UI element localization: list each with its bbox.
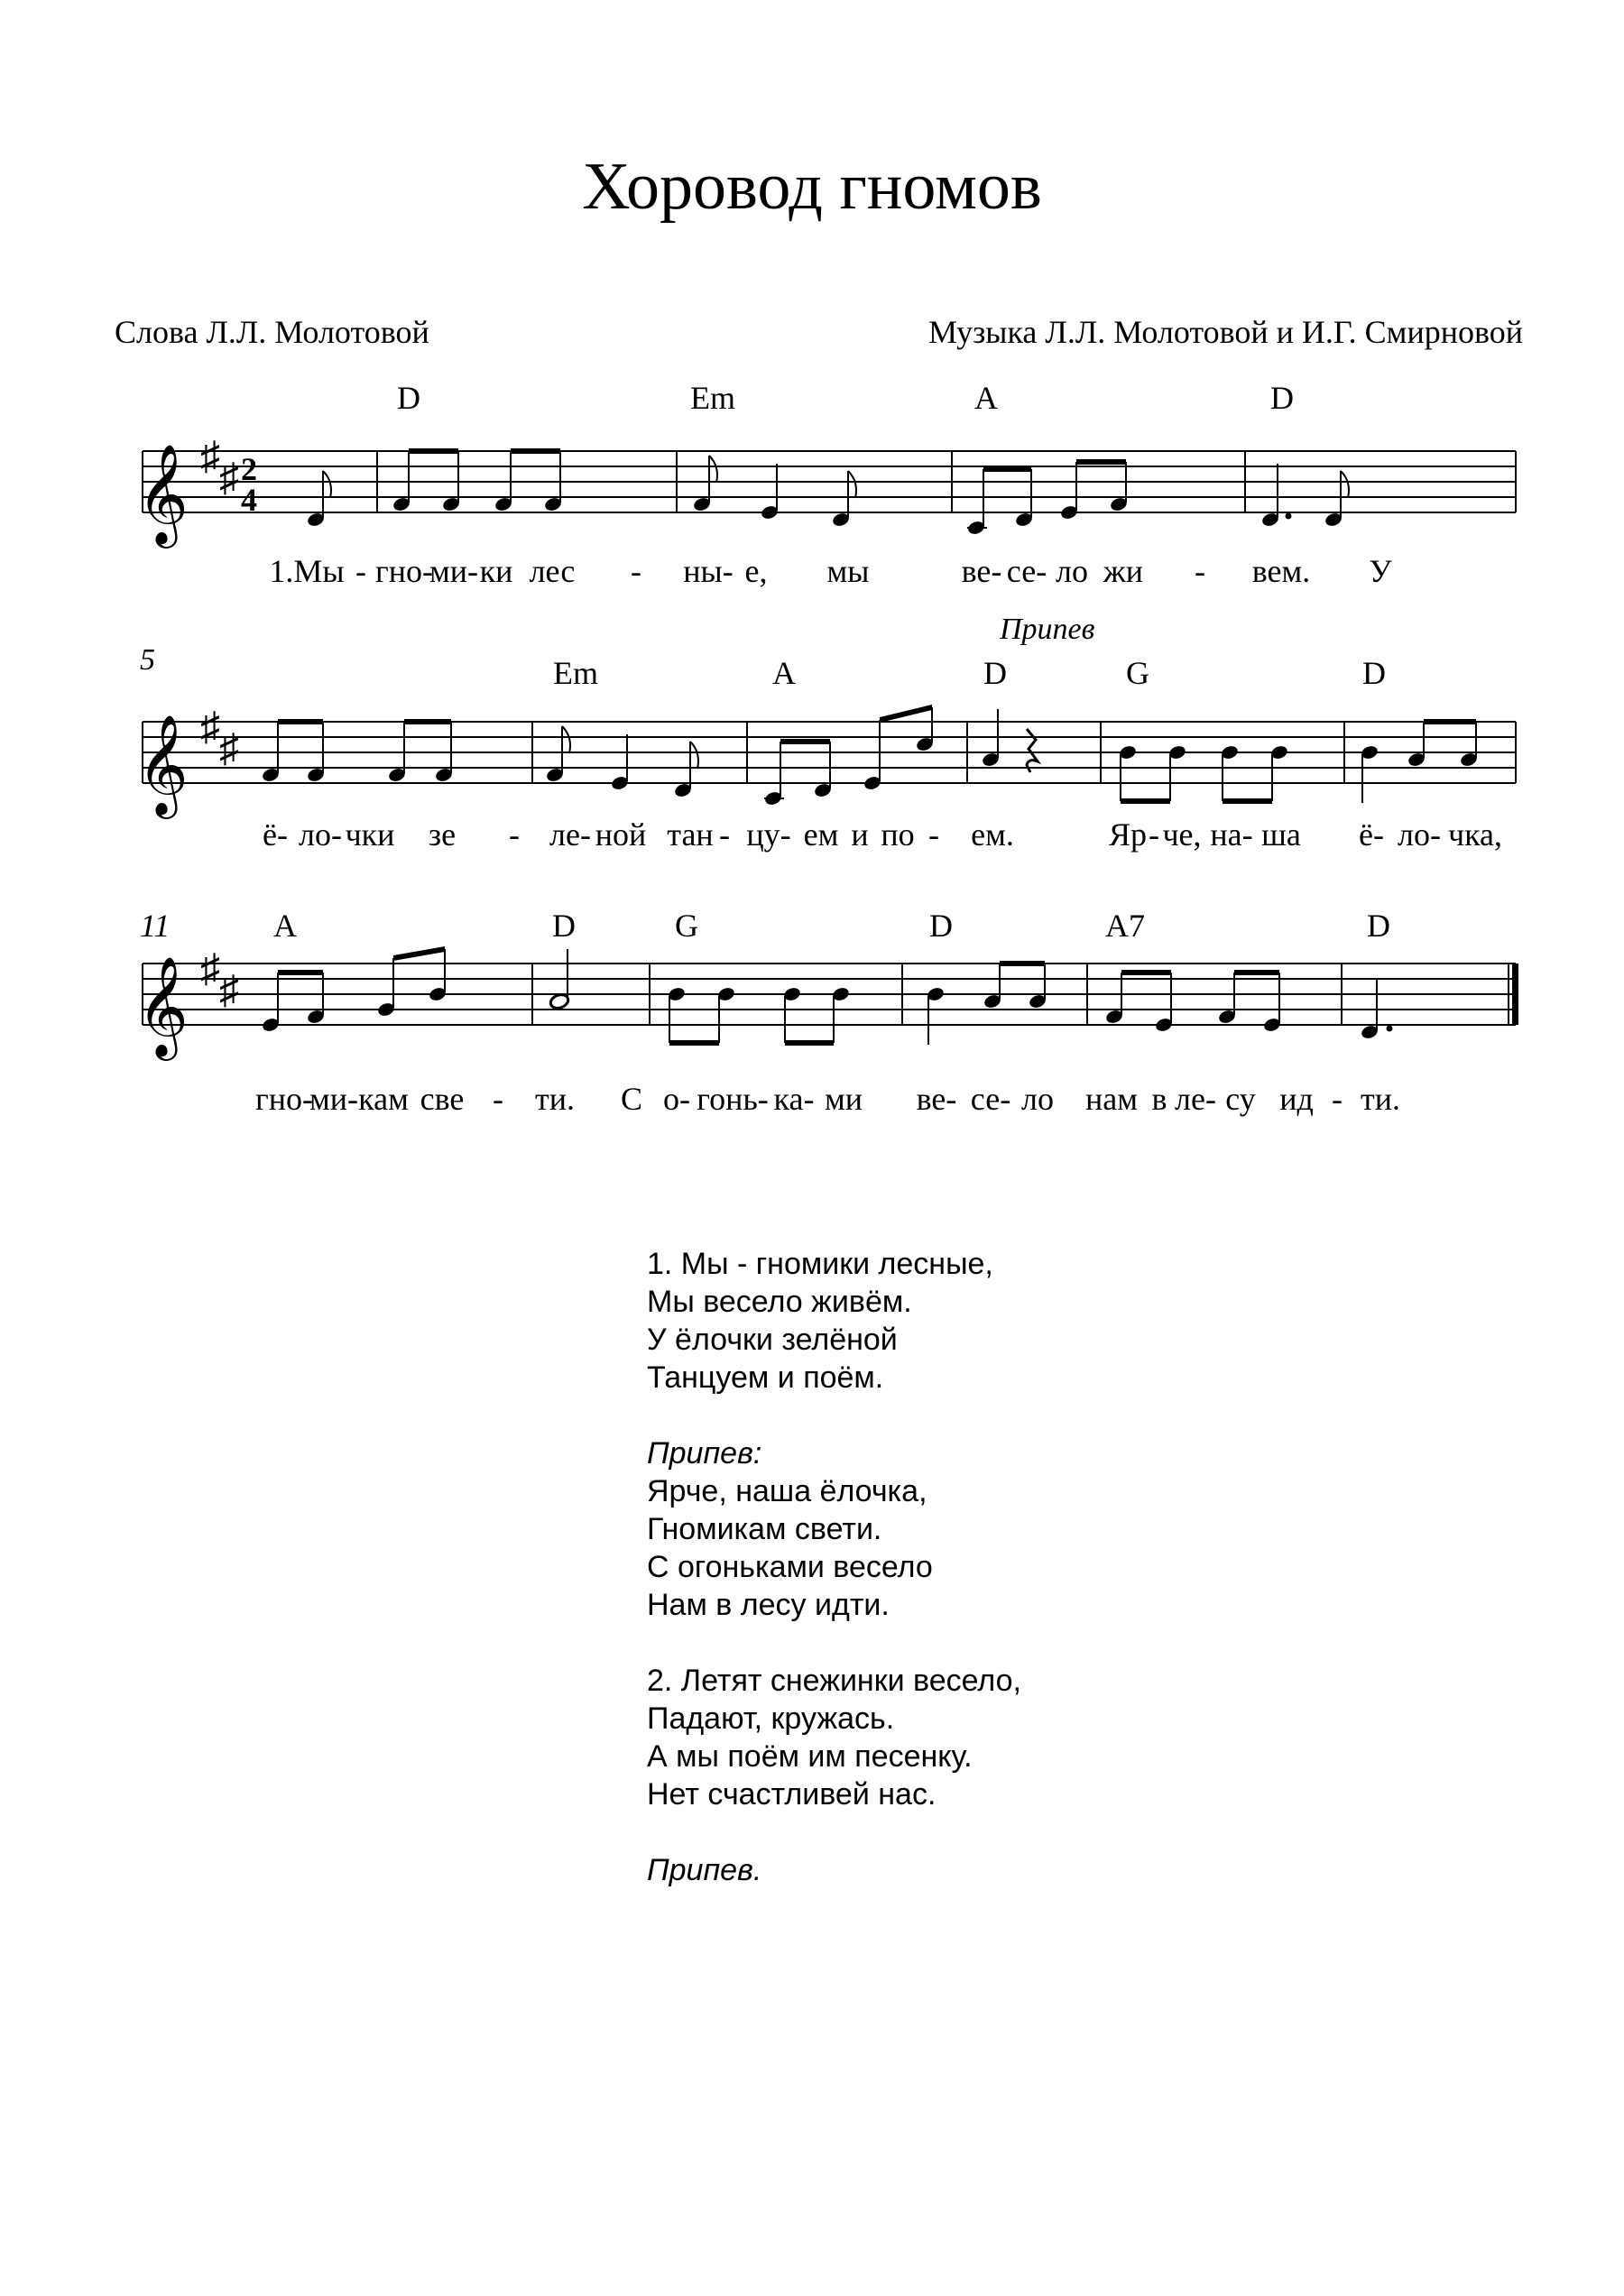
chord-symbol: A [974, 380, 998, 416]
refrain-label: Припев [1000, 613, 1095, 646]
sharp-f-icon: ♯ [200, 705, 220, 749]
verse-1-line: Мы весело живём. [647, 1285, 912, 1319]
lyric-syllable: цу- [746, 816, 791, 853]
chord-symbol: G [675, 908, 698, 944]
sharp-f-icon: ♯ [200, 434, 220, 478]
lyrics-text-block [647, 1245, 1021, 1889]
lyric-syllable: тан [667, 816, 714, 853]
lyric-syllable: ми- [429, 553, 479, 589]
chord-symbol: Em [553, 655, 598, 691]
lyric-syllable: ве- [961, 553, 1002, 589]
treble-clef-icon: 𝄞 [137, 958, 189, 1055]
lyricist-credit: Слова Л.Л. Молотовой [115, 314, 429, 350]
notes-system-3 [261, 946, 1392, 1046]
lyric-syllable: - [719, 816, 730, 853]
refrain-line: С огоньками весело [647, 1550, 933, 1584]
lyric-syllable: в [1151, 1081, 1167, 1117]
lyric-syllable: чка, [1447, 816, 1503, 853]
chord-symbol: D [552, 908, 576, 944]
lyric-syllable: 1.Мы [269, 553, 345, 589]
lyric-syllable: се- [970, 1081, 1011, 1117]
composer-credit: Музыка Л.Л. Молотовой и И.Г. Смирновой [927, 314, 1523, 350]
song-title: Хоровод гномов [582, 150, 1042, 224]
chord-symbol: D [397, 380, 420, 416]
lyric-syllable: гно- [254, 1081, 314, 1117]
chord-symbol: D [1270, 380, 1294, 416]
lyric-syllable: о- [663, 1081, 690, 1117]
lyric-syllable: - [493, 1081, 503, 1117]
lyric-syllable: ти. [1361, 1081, 1400, 1117]
lyric-syllable: С [620, 1081, 643, 1117]
lyric-syllable: че, [1162, 816, 1202, 853]
staff-system-2 [137, 705, 1516, 819]
measure-number: 5 [140, 643, 155, 677]
lyric-syllable: ной [595, 816, 647, 853]
lyric-syllable: - [355, 553, 366, 589]
refrain-end-label: Припев. [647, 1853, 762, 1887]
sharp-c-icon: ♯ [219, 968, 239, 1012]
lyric-syllable: ми- [309, 1081, 359, 1117]
treble-clef-icon: 𝄞 [137, 716, 189, 813]
sharp-f-icon: ♯ [200, 946, 220, 991]
lyric-syllable: - [1332, 1081, 1343, 1117]
chord-symbol: A [772, 655, 796, 691]
lyric-syllable: ки [479, 553, 513, 589]
lyric-syllable: У [1369, 553, 1392, 589]
treble-clef-icon: 𝄞 [137, 446, 189, 542]
lyric-syllable: нам [1084, 1081, 1139, 1117]
lyric-syllable: ти. [535, 1081, 575, 1117]
lyric-syllable: су [1225, 1081, 1256, 1117]
lyric-syllable: ле- [1175, 1081, 1216, 1117]
notes-system-2 [261, 705, 1478, 807]
chord-symbol: G [1126, 655, 1149, 691]
lyric-syllable: ны- [683, 553, 734, 589]
chord-symbols [273, 380, 1390, 944]
lyric-syllable: по [881, 816, 915, 853]
lyric-syllable: кам [358, 1081, 409, 1117]
time-signature-bottom: 4 [241, 482, 257, 518]
refrain-line: Ярче, наша ёлочка, [647, 1474, 927, 1508]
lyric-syllable: е, [744, 553, 768, 589]
lyric-syllable: на- [1210, 816, 1253, 853]
lyric-syllable: ё- [1359, 816, 1384, 853]
lyric-syllable: ё- [263, 816, 288, 853]
verse-1-line: У ёлочки зелёной [647, 1323, 898, 1357]
lyric-syllable: - [928, 816, 939, 853]
lyric-syllable: и [851, 816, 869, 853]
chord-symbol: A [273, 908, 297, 944]
lyric-syllable: ле- [549, 816, 591, 853]
chord-symbol: Em [690, 380, 735, 416]
lyric-syllable: ми [824, 1081, 863, 1117]
verse-1-line: Танцуем и поём. [647, 1360, 884, 1395]
verse-2-line: Падают, кружась. [647, 1701, 895, 1736]
lyric-syllable: зе [428, 816, 457, 853]
lyric-syllable: ка- [773, 1081, 815, 1117]
lyric-syllable: мы [826, 553, 870, 589]
verse-1-line: 1. Мы - гномики лесные, [647, 1247, 993, 1281]
lyric-syllable: лес [529, 553, 576, 589]
verse-2-line: А мы поём им песенку. [647, 1739, 973, 1774]
verse-2-line: 2. Летят снежинки весело, [647, 1664, 1021, 1698]
lyric-syllable: ид [1279, 1081, 1314, 1117]
chord-symbol: D [1367, 908, 1390, 944]
chord-symbol: A7 [1105, 908, 1145, 944]
lyric-syllable: - [509, 816, 520, 853]
lyric-syllable: ве- [916, 1081, 957, 1117]
lyric-syllable: вем. [1251, 553, 1311, 589]
verse-2-line: Нет счастливей нас. [647, 1777, 937, 1812]
sharp-c-icon: ♯ [219, 456, 239, 500]
lyric-syllable: - [631, 553, 641, 589]
lyric-syllable: ло [1056, 553, 1088, 589]
refrain-line: Нам в лесу идти. [647, 1588, 890, 1622]
staff-system-3 [137, 946, 1518, 1061]
lyric-syllable: ло- [299, 816, 342, 853]
lyric-syllable: ло [1021, 1081, 1054, 1117]
chord-symbol: D [929, 908, 953, 944]
chord-symbol: D [1362, 655, 1386, 691]
final-barline [1512, 964, 1518, 1025]
lyric-syllable: ем. [971, 816, 1014, 853]
lyric-syllable: чки [345, 816, 395, 853]
staff-system-1 [137, 434, 1516, 549]
quarter-rest-icon [1027, 729, 1038, 772]
lyric-syllable: жи [1103, 553, 1144, 589]
sharp-c-icon: ♯ [219, 726, 239, 770]
notes-system-1 [306, 448, 1349, 536]
lyric-syllable: - [1149, 816, 1159, 853]
lyric-syllable: ло- [1398, 816, 1441, 853]
lyric-syllable: све [420, 1081, 465, 1117]
lyric-syllable: гонь- [697, 1081, 769, 1117]
lyric-syllable: ша [1261, 816, 1301, 853]
chord-symbol: D [983, 655, 1007, 691]
lyric-syllable: Яр [1108, 816, 1148, 853]
refrain-heading: Припев: [647, 1436, 762, 1471]
lyric-syllable: ем [803, 816, 839, 853]
lyric-syllable: гно- [374, 553, 434, 589]
lyric-syllable: - [1195, 553, 1205, 589]
lyric-syllable: се- [1006, 553, 1047, 589]
score-lyrics [255, 553, 1502, 1117]
time-signature-top: 2 [241, 451, 257, 487]
measure-number: 11 [140, 908, 171, 944]
refrain-line: Гномикам свети. [647, 1512, 882, 1546]
